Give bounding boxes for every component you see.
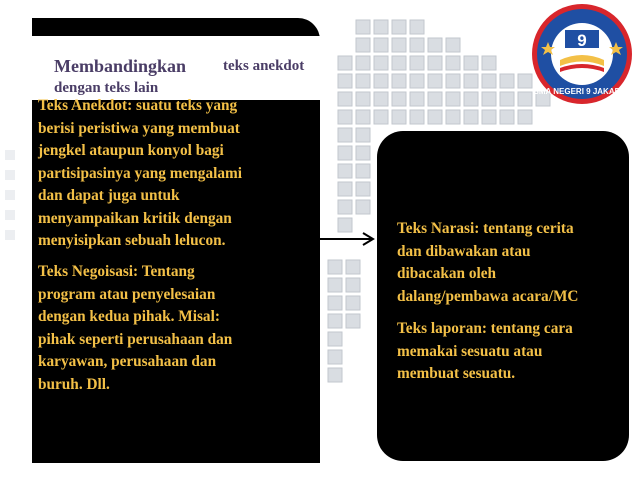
teks-laporan-description: Teks laporan: tentang cara memakai sesuatu atau membuat sesuatu.: [397, 320, 573, 382]
logo-caption: SMA NEGERI 9 JAKARTA: [533, 87, 631, 96]
logo-number: 9: [577, 31, 587, 50]
heading-line2: dengan teks lain: [54, 80, 159, 96]
arrow-right-icon: [318, 231, 376, 247]
card-heading-band: [32, 36, 320, 100]
teks-narasi-description: Teks Narasi: tentang cerita dan dibawakan atau dibacakan oleh dalang/pembawa acara/MC: [397, 220, 579, 305]
heading-rest: teks anekdot: [223, 58, 305, 74]
teks-negoisasi-description: Teks Negoisasi: Tentang program atau penyelesaian dengan kedua pihak. Misal: pihak seperti perusahaan dan karyawan, perusahaan dan buruh. Dll.: [38, 263, 233, 393]
heading-title: Membandingkan: [54, 56, 187, 76]
teks-anekdot-description: Teks Anekdot: suatu teks yang berisi peristiwa yang membuat jengkel ataupun konyol bagi partisipasinya yang mengalami dan dapat juga untuk menyampaikan kritik dengan menyisipkan sebuah lelucon.: [38, 97, 242, 249]
school-logo: [530, 2, 634, 106]
